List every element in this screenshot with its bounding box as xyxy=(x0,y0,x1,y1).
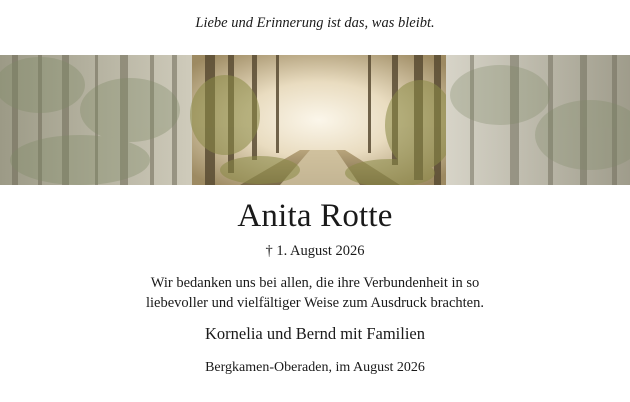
forest-image-band xyxy=(0,55,630,185)
death-date: † 1. August 2026 xyxy=(265,243,365,259)
forest-path-image xyxy=(0,55,630,185)
deceased-name: Anita Rotte xyxy=(237,198,393,234)
family-signature: Kornelia und Bernd mit Familien xyxy=(205,324,425,343)
place-date: Bergkamen-Oberaden, im August 2026 xyxy=(205,360,425,375)
thanks-line-1: Wir bedanken uns bei allen, die ihre Verbundenheit in so xyxy=(150,275,480,291)
thanks-text xyxy=(0,273,630,313)
motto: Liebe und Erinnerung ist das, was bleibt. xyxy=(195,15,435,31)
thanks-line-2: liebevoller und vielfältiger Weise zum Ausdruck brachten. xyxy=(146,295,484,311)
